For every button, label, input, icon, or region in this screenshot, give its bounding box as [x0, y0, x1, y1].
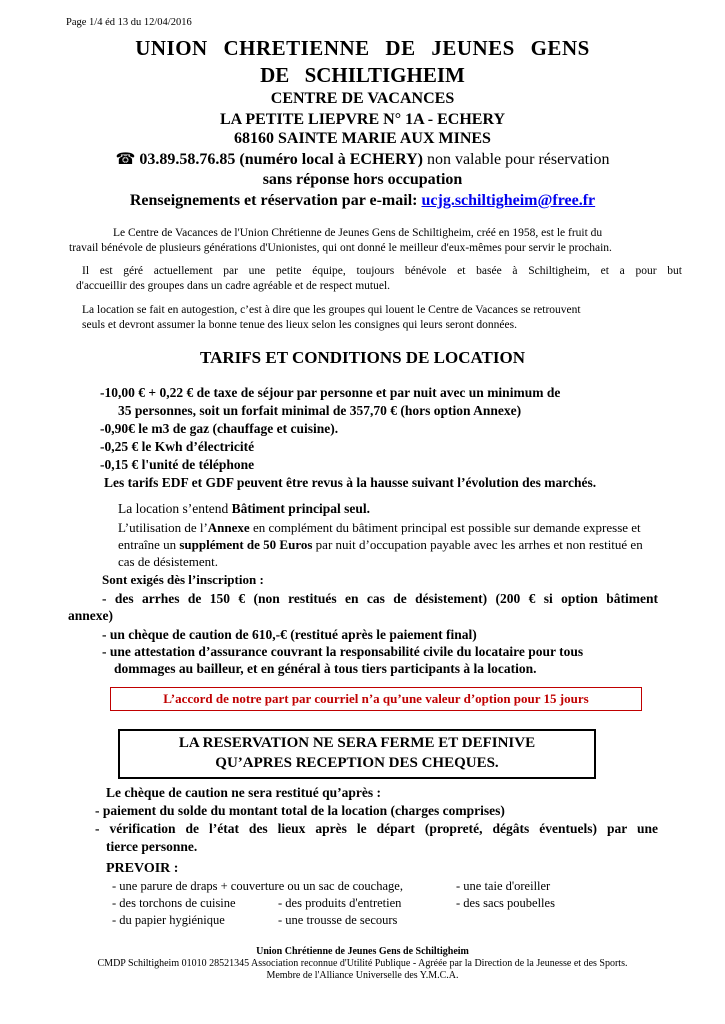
page-info: Page 1/4 éd 13 du 12/04/2016 [66, 17, 192, 28]
location-scope-text: La location s’entend [118, 501, 232, 516]
phone-note: non valable pour réservation [422, 151, 610, 168]
caution-line-3: - vérification de l’état des lieux après le départ (propreté, dégâts éventuels) par une [95, 821, 658, 836]
phone-line [0, 149, 725, 169]
annexe2-text-a: entraîne un [118, 537, 180, 552]
footer-org: Union Chrétienne de Jeunes Gens de Schiltigheim [256, 946, 469, 957]
intro-p3b: seuls et devront assumer la bonne tenue des lieux selon les consignes qui leurs seront données. [82, 319, 517, 331]
tarifs-heading: TARIFS ET CONDITIONS DE LOCATION [200, 348, 525, 367]
intro-p2a: Il est géré actuellement par une petite équipe, toujours bénévole et basée à Schiltigheim, et a pour but [82, 265, 682, 277]
caution-line-1: Le chèque de caution ne sera restitué qu’après : [106, 785, 381, 800]
annexe2-text-c: par nuit d’occupation payable avec les arrhes et non restitué en [312, 537, 643, 552]
annexe2-text-bold: supplément de 50 Euros [179, 537, 313, 552]
email-link[interactable]: ucjg.schiltigheim@free.fr [421, 192, 596, 209]
arrhes-line-2: annexe) [68, 608, 113, 623]
prevoir-item-pillowcase: - une taie d'oreiller [456, 879, 551, 893]
reservation-notice-line-1: LA RESERVATION NE SERA FERME ET DEFINIVE [178, 735, 536, 751]
prevoir-heading: PREVOIR : [106, 861, 179, 876]
reservation-notice-box [118, 729, 596, 779]
location-scope-bold: Bâtiment principal seul. [231, 501, 370, 516]
annexe-line-2 [118, 536, 643, 553]
reservation-line [0, 192, 725, 210]
annexe-line-1 [118, 519, 641, 536]
cheque-line: - un chèque de caution de 610,-€ (restitué après le paiement final) [102, 627, 477, 642]
prevoir-item-cleaning: - des produits d'entretien [278, 896, 402, 910]
intro-p3a: La location se fait en autogestion, c’est à dire que les groupes qui louent le Centre de Vacances se retrouvent [82, 304, 581, 316]
location-scope [118, 500, 370, 517]
annexe-line-3: cas de désistement. [118, 554, 218, 569]
annexe-text-c: en complément du bâtiment principal est possible sur demande expresse et [249, 520, 641, 535]
prevoir-item-bin-bags: - des sacs poubelles [456, 896, 555, 910]
intro-p1b: travail bénévole de plusieurs générations d'Unionistes, qui ont donné le meilleur d'eux-mêmes pour servir le prochain. [69, 242, 612, 254]
title-line-5: 68160 SAINTE MARIE AUX MINES [234, 130, 491, 147]
title-line-4: LA PETITE LIEPVRE N° 1A - ECHERY [220, 111, 505, 128]
attestation-line-2: dommages au bailleur, et en général à tous tiers participants à la location. [114, 661, 537, 676]
title-line-3: CENTRE DE VACANCES [270, 90, 455, 107]
attestation-line-1: - une attestation d’assurance couvrant la responsabilité civile du locataire pour tous [102, 644, 584, 659]
prevoir-item-toilet-paper: - du papier hygiénique [112, 913, 225, 927]
tarif-line-1: -10,00 € + 0,22 € de taxe de séjour par personne et par nuit avec un minimum de [100, 385, 561, 400]
tarif-line-2: 35 personnes, soit un forfait minimal de 357,70 € (hors option Annexe) [118, 403, 522, 418]
tarif-line-3: -0,90€ le m3 de gaz (chauffage et cuisine). [100, 421, 339, 436]
no-answer-note: sans réponse hors occupation [262, 171, 463, 188]
footer-membership: Membre de l'Alliance Universelle des Y.M.C.A. [266, 970, 459, 981]
intro-p1a: Le Centre de Vacances de l'Union Chrétienne de Jeunes Gens de Schiltigheim, créé en 1958, est le fruit du [113, 227, 603, 239]
caution-line-2: - paiement du solde du montant total de la location (charges comprises) [95, 803, 505, 818]
prevoir-item-sheets: - une parure de draps + couverture ou un sac de couchage, [112, 879, 403, 893]
tarif-line-5: -0,15 € l'unité de téléphone [100, 457, 255, 472]
annexe-text-bold: Annexe [207, 520, 250, 535]
prevoir-item-towels: - des torchons de cuisine [112, 896, 236, 910]
tarif-line-4: -0,25 € le Kwh d’électricité [100, 439, 255, 454]
prevoir-item-first-aid: - une trousse de secours [278, 913, 398, 927]
reservation-label: Renseignements et réservation par e-mail: [129, 192, 422, 209]
footer-legal: CMDP Schiltigheim 01010 28521345 Association reconnue d'Utilité Publique - Agréée par la Direction de la Jeunesse et des Sports. [97, 958, 628, 969]
intro-p2b: d'accueillir des groupes dans un cadre agréable et de respect mutuel. [76, 280, 391, 292]
reservation-notice-line-2: QU’APRES RECEPTION DES CHEQUES. [215, 755, 499, 771]
telephone-icon: ☎ [115, 151, 136, 168]
phone-number: 03.89.58.76.85 (numéro local à ECHERY) [135, 151, 423, 168]
title-line-1: UNION CHRETIENNE DE JEUNES GENS [135, 36, 590, 60]
caution-line-4: tierce personne. [106, 839, 198, 854]
title-line-2: DE SCHILTIGHEIM [260, 63, 465, 87]
arrhes-line-1: - des arrhes de 150 € (non restitués en cas de désistement) (200 € si option bâtiment [102, 591, 658, 606]
option-notice: L’accord de notre part par courriel n’a qu’une valeur d’option pour 15 jours [110, 687, 642, 711]
annexe-text-a: L’utilisation de l’ [118, 520, 208, 535]
required-heading: Sont exigés dès l’inscription : [102, 572, 264, 587]
tarif-line-6: Les tarifs EDF et GDF peuvent être revus à la hausse suivant l’évolution des marchés. [104, 475, 597, 490]
